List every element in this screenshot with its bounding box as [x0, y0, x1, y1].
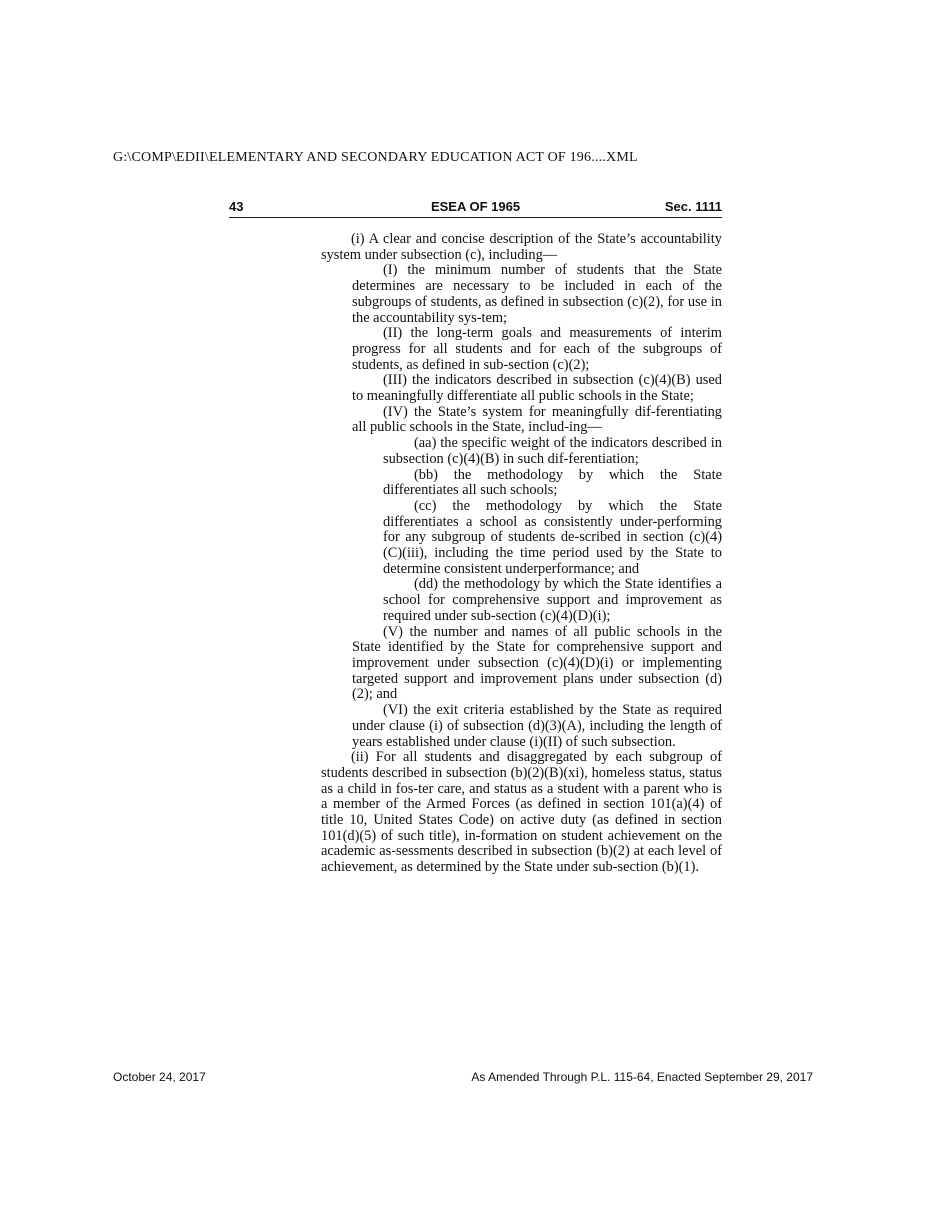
subclause-IV: (IV) the State’s system for meaningfully dif-ferentiating all public schools in the State, includ-ing— — [352, 403, 722, 436]
item-aa: (aa) the specific weight of the indicators described in subsection (c)(4)(B) in such dif-ferentiation; — [383, 435, 722, 467]
clause-i: (i) A clear and concise description of the State’s accountability system under subsection (c), including— — [321, 231, 722, 263]
subclause-VI: (VI) the exit criteria established by the State as required under clause (i) of subsection (d)(3)(A), including the length of years established under clause (i)(II) of such subsection. — [352, 702, 722, 750]
statute-text — [321, 232, 722, 876]
item-bb: (bb) the methodology by which the State differentiates all such schools; — [383, 466, 722, 499]
page-number: 43 — [229, 199, 244, 214]
section-number: Sec. 1111 — [664, 199, 722, 214]
item-dd: (dd) the methodology by which the State identifies a school for comprehensive support and improvement as required under sub-section (c)(4)(D)(i); — [383, 576, 722, 624]
subclause-I: (I) the minimum number of students that the State determines are necessary to be included in each of the subgroups of students, as defined in subsection (c)(2), for use in the accountability sys-tem; — [352, 262, 722, 326]
clause-ii: (ii) For all students and disaggregated by each subgroup of students described in subsection (b)(2)(B)(xi), homeless status, status as a child in fos-ter care, and status as a student with a parent who is a member of the Armed Forces (as defined in section 101(a)(4) of title 10, United States Code) on active duty (as defined in section 101(d)(5) of such title), in-formation on student achievement on the academic as-sessments described in subsection (b)(2) at each level of achievement, as determined by the State under sub-section (b)(1). — [321, 749, 722, 876]
file-path: G:\COMP\EDII\ELEMENTARY AND SECONDARY EDUCATION ACT OF 196....XML — [113, 150, 638, 165]
footer-date: October 24, 2017 — [113, 1070, 206, 1084]
running-head — [229, 199, 722, 218]
subclause-III: (III) the indicators described in subsection (c)(4)(B) used to meaningfully differentiate all public schools in the State; — [352, 372, 722, 405]
item-cc: (cc) the methodology by which the State differentiates a school as consistently under-performing for any subgroup of students de-scribed in section (c)(4)(C)(iii), including the time period used by the State to determine consistent underperformance; and — [383, 497, 722, 577]
subclause-V: (V) the number and names of all public schools in the State identified by the State for comprehensive support and improvement under subsection (c)(4)(D)(i) or implementing targeted support and improvement plans under subsection (d)(2); and — [352, 623, 722, 703]
running-title: ESEA OF 1965 — [430, 199, 521, 214]
footer-amended: As Amended Through P.L. 115-64, Enacted September 29, 2017 — [471, 1070, 813, 1084]
subclause-II: (II) the long-term goals and measurements of interim progress for all students and for each of the subgroups of students, as defined in sub-section (c)(2); — [352, 325, 722, 373]
